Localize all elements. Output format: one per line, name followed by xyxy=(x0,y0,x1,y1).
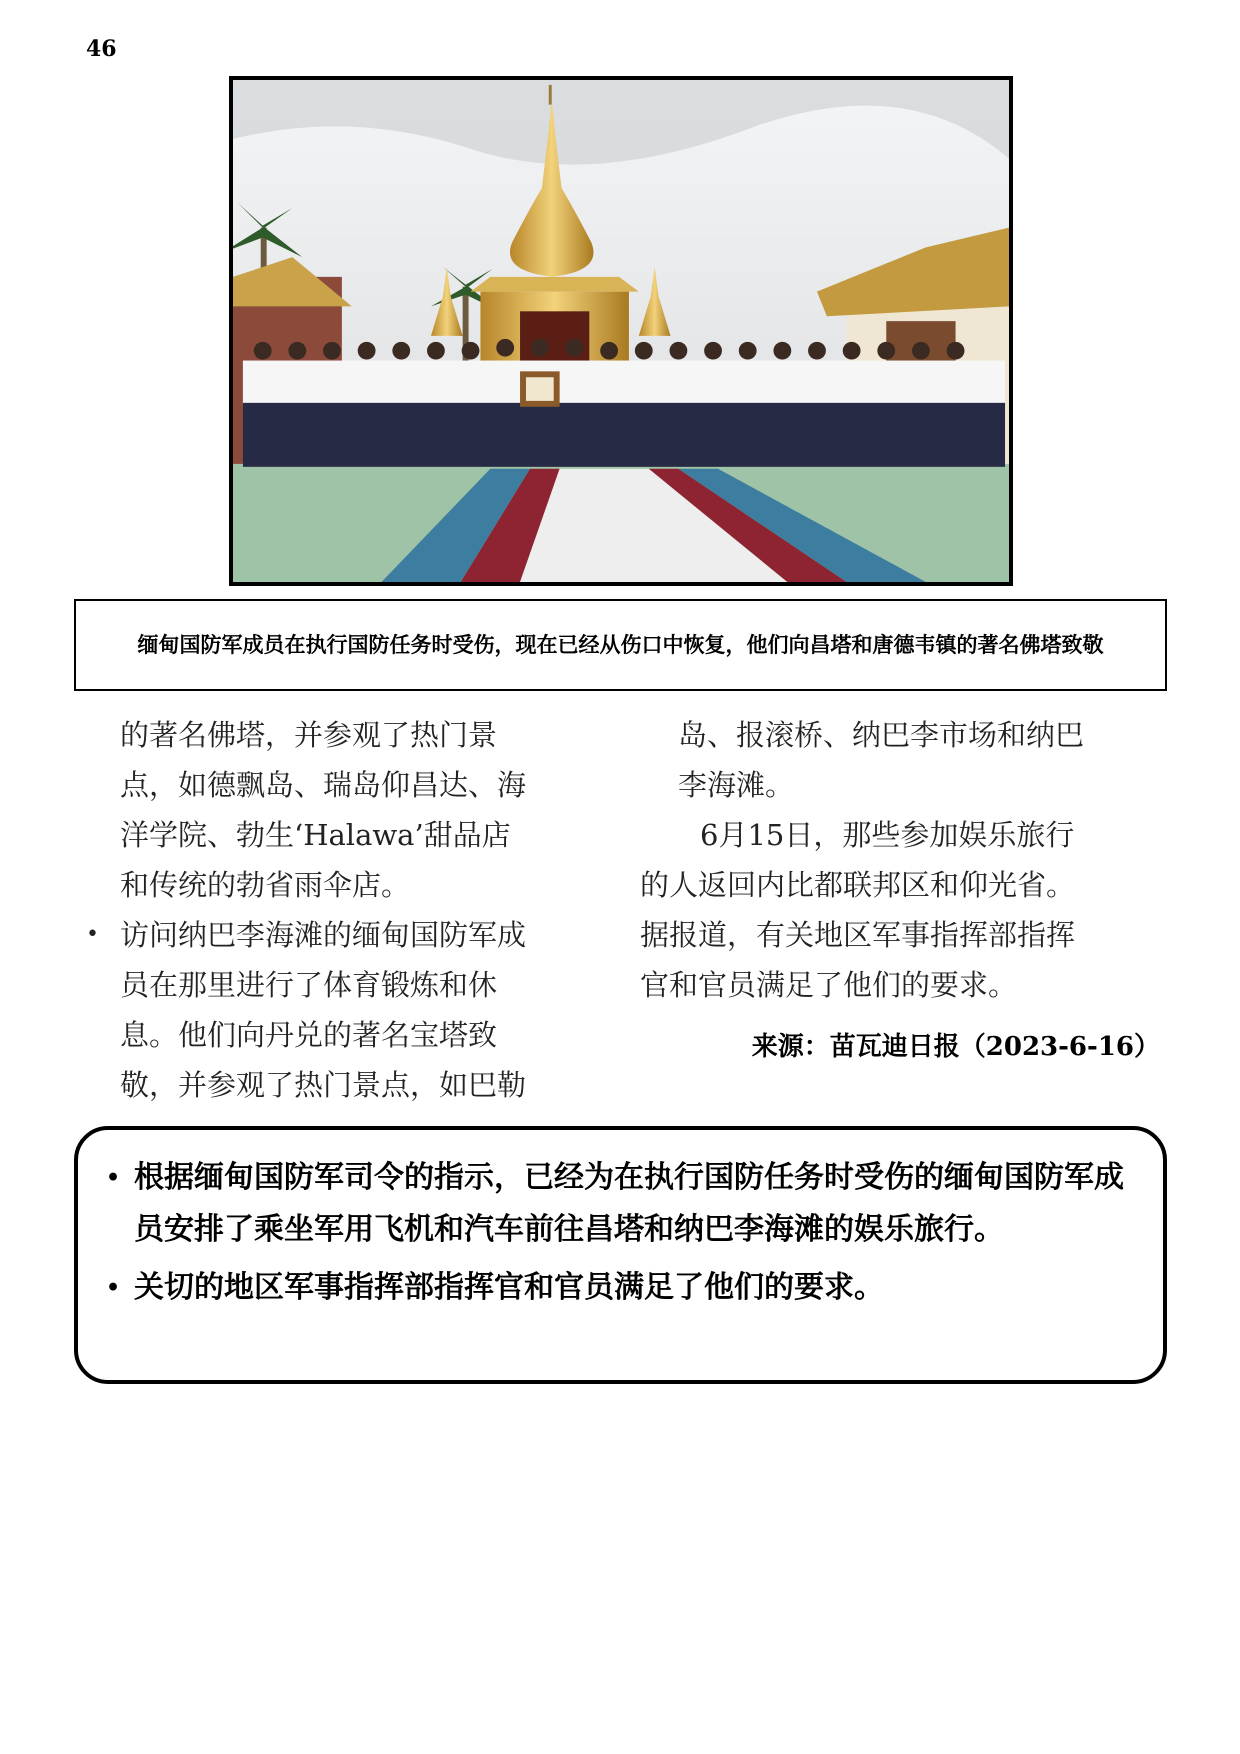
summary-box xyxy=(74,1126,1167,1384)
paragraph-line: 6月15日，那些参加娱乐旅行 xyxy=(700,818,1075,852)
body-column-left xyxy=(86,710,606,1110)
summary-item: • 关切的地区军事指挥部指挥官和官员满足了他们的要求。 xyxy=(98,1262,1137,1314)
source-citation: 来源：苗瓦迪日报（2023-6-16） xyxy=(751,1032,1160,1062)
photo-caption xyxy=(74,599,1167,691)
news-photo xyxy=(229,76,1013,586)
paragraph-line: 和传统的勃省雨伞店。 xyxy=(120,868,411,902)
photo-caption-text: 缅甸国防军成员在执行国防任务时受伤，现在已经从伤口中恢复，他们向昌塔和唐德韦镇的著名佛塔致敬 xyxy=(137,632,1104,657)
summary-item: • 根据缅甸国防军司令的指示，已经为在执行国防任务时受伤的缅甸国防军成员安排了乘坐军用飞机和汽车前往昌塔和纳巴李海滩的娱乐旅行。 xyxy=(98,1152,1137,1256)
paragraph-line: 的人返回内比都联邦区和仰光省。 xyxy=(640,868,1076,902)
body-column-right xyxy=(640,710,1160,1072)
paragraph-line: 的著名佛塔，并参观了热门景 xyxy=(120,718,498,752)
paragraph-line: 访问纳巴李海滩的缅甸国防军成 xyxy=(120,918,527,952)
paragraph-line: 敬，并参观了热门景点，如巴勒 xyxy=(120,1068,527,1102)
bullet-item xyxy=(86,910,606,1110)
paragraph-line: 岛、报滚桥、纳巴李市场和纳巴 xyxy=(678,718,1085,752)
paragraph-line: 李海滩。 xyxy=(678,768,795,802)
paragraph-line: 息。他们向丹兑的著名宝塔致 xyxy=(120,1018,498,1052)
paragraph-line: 洋学院、勃生‘Halawa’甜品店 xyxy=(120,818,511,852)
paragraph-line: 据报道，有关地区军事指挥部指挥 xyxy=(640,918,1076,952)
bullet-dot: • xyxy=(86,922,99,947)
paragraph-line: 点，如德飘岛、瑞岛仰昌达、海 xyxy=(120,768,527,802)
photo-illustration xyxy=(233,80,1009,582)
paragraph-line: 官和官员满足了他们的要求。 xyxy=(640,968,1018,1002)
paragraph-line: 员在那里进行了体育锻炼和休 xyxy=(120,968,498,1002)
summary-list xyxy=(98,1152,1137,1314)
page-number: 46 xyxy=(86,36,117,62)
